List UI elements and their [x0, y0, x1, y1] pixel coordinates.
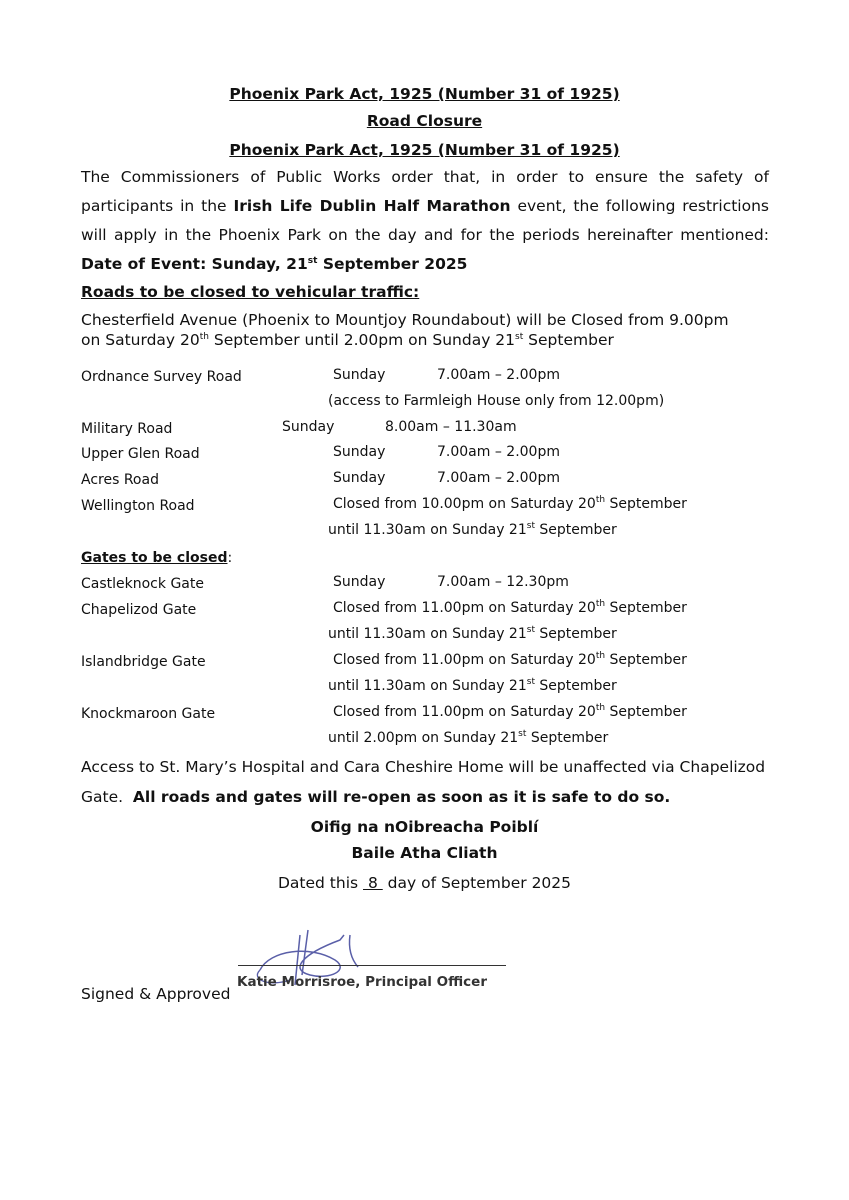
intro-line: will apply in the Phoenix Park on the day and for the periods hereinafter mentioned:: [81, 226, 769, 244]
text: until 11.30am on Sunday 21: [328, 678, 527, 694]
date-of-event: [81, 254, 467, 274]
text: September: [523, 331, 614, 349]
sup: th: [199, 332, 209, 342]
text: Closed from 11.00pm on Saturday 20: [333, 600, 596, 616]
gate-closure-period: [328, 626, 617, 642]
gates-heading: [81, 548, 232, 568]
text: until 2.00pm on Sunday 21: [328, 730, 519, 746]
event-name: Irish Life Dublin Half Marathon: [233, 197, 511, 215]
access-line: Access to St. Mary’s Hospital and Cara Cheshire Home will be unaffected via Chapelizod: [81, 758, 766, 776]
reopen-notice: All roads and gates will re-open as soon as it is safe to do so.: [132, 788, 671, 806]
text: day of September 2025: [382, 874, 572, 892]
road-time: 7.00am – 2.00pm: [437, 367, 560, 383]
road-time: 7.00am – 2.00pm: [437, 444, 560, 460]
gates-heading-text: Gates to be closed: [81, 550, 228, 566]
text: until 11.30am on Sunday 21: [328, 626, 527, 642]
gate-time: 7.00am – 12.30pm: [437, 574, 569, 590]
road-name: Ordnance Survey Road: [81, 369, 242, 385]
text: Dated this: [277, 874, 364, 892]
gate-closure-period: [328, 678, 617, 694]
dated-line: [0, 873, 849, 893]
act-title: Phoenix Park Act, 1925 (Number 31 of 1925): [229, 85, 620, 103]
road-day: Sunday: [333, 470, 386, 486]
gate-name: Knockmaroon Gate: [81, 706, 216, 722]
gate-closure-period: [333, 652, 687, 668]
road-closure-period: [328, 522, 617, 538]
road-closure-period: [333, 496, 687, 512]
sup: st: [526, 625, 535, 635]
gate-closure-period: [333, 600, 687, 616]
date-text: Date of Event: Sunday, 21: [81, 255, 308, 273]
gate-name: Islandbridge Gate: [81, 654, 206, 670]
road-name: Acres Road: [81, 472, 159, 488]
dated-day: 8: [363, 874, 383, 892]
intro-text: event, the following restrictions: [510, 197, 769, 215]
text: September: [605, 704, 687, 720]
date-text: September 2025: [317, 255, 468, 273]
text: Gate.: [81, 788, 133, 806]
road-day: Sunday: [333, 367, 386, 383]
text: September: [605, 600, 687, 616]
sup: th: [595, 651, 606, 661]
road-name: Upper Glen Road: [81, 446, 200, 462]
sup: st: [526, 521, 535, 531]
intro-line: [81, 196, 769, 216]
road-day: Sunday: [282, 419, 335, 435]
sup: st: [526, 677, 535, 687]
road-time: 8.00am – 11.30am: [385, 419, 517, 435]
text: until 11.30am on Sunday 21: [328, 522, 527, 538]
road-time: 7.00am – 2.00pm: [437, 470, 560, 486]
text: September: [526, 730, 609, 746]
access-line: [81, 787, 670, 807]
text: Closed from 10.00pm on Saturday 20: [333, 496, 596, 512]
gate-closure-period: [333, 704, 687, 720]
text: Closed from 11.00pm on Saturday 20: [333, 704, 596, 720]
roads-heading: Roads to be closed to vehicular traffic:: [81, 283, 420, 301]
chesterfield-line: Chesterfield Avenue (Phoenix to Mountjoy Roundabout) will be Closed from 9.00pm: [81, 311, 729, 329]
text: September: [534, 678, 617, 694]
signatory-name: Katie Morrisroe, Principal Officer: [237, 974, 487, 990]
sup: th: [595, 599, 606, 609]
intro-line: The Commissioners of Public Works order that, in order to ensure the safety of: [81, 168, 769, 186]
gate-day: Sunday: [333, 574, 386, 590]
gate-name: Castleknock Gate: [81, 576, 204, 592]
text: on Saturday 20: [81, 331, 200, 349]
signature-line: [238, 965, 506, 966]
office-name: Oifig na nOibreacha Poiblí: [310, 818, 539, 836]
text: September: [605, 496, 687, 512]
text: Closed from 11.00pm on Saturday 20: [333, 652, 596, 668]
text: September: [534, 626, 617, 642]
road-day: Sunday: [333, 444, 386, 460]
sup: st: [515, 332, 524, 342]
act-title-repeat: Phoenix Park Act, 1925 (Number 31 of 1925): [229, 141, 620, 159]
text: September: [534, 522, 617, 538]
sup: th: [595, 495, 606, 505]
text: September: [605, 652, 687, 668]
intro-text: participants in the: [81, 197, 234, 215]
gate-name: Chapelizod Gate: [81, 602, 197, 618]
chesterfield-line: [81, 330, 614, 350]
sup: st: [518, 729, 527, 739]
road-name: Military Road: [81, 421, 173, 437]
date-sup: st: [307, 256, 318, 266]
office-location: Baile Atha Cliath: [351, 844, 498, 862]
colon: :: [227, 550, 233, 566]
road-name: Wellington Road: [81, 498, 195, 514]
road-closure-heading: Road Closure: [366, 112, 483, 130]
road-note: (access to Farmleigh House only from 12.00pm): [328, 393, 665, 409]
signed-approved-label: Signed & Approved: [81, 985, 231, 1003]
text: September until 2.00pm on Sunday 21: [208, 331, 516, 349]
gate-closure-period: [328, 730, 608, 746]
sup: th: [595, 703, 606, 713]
